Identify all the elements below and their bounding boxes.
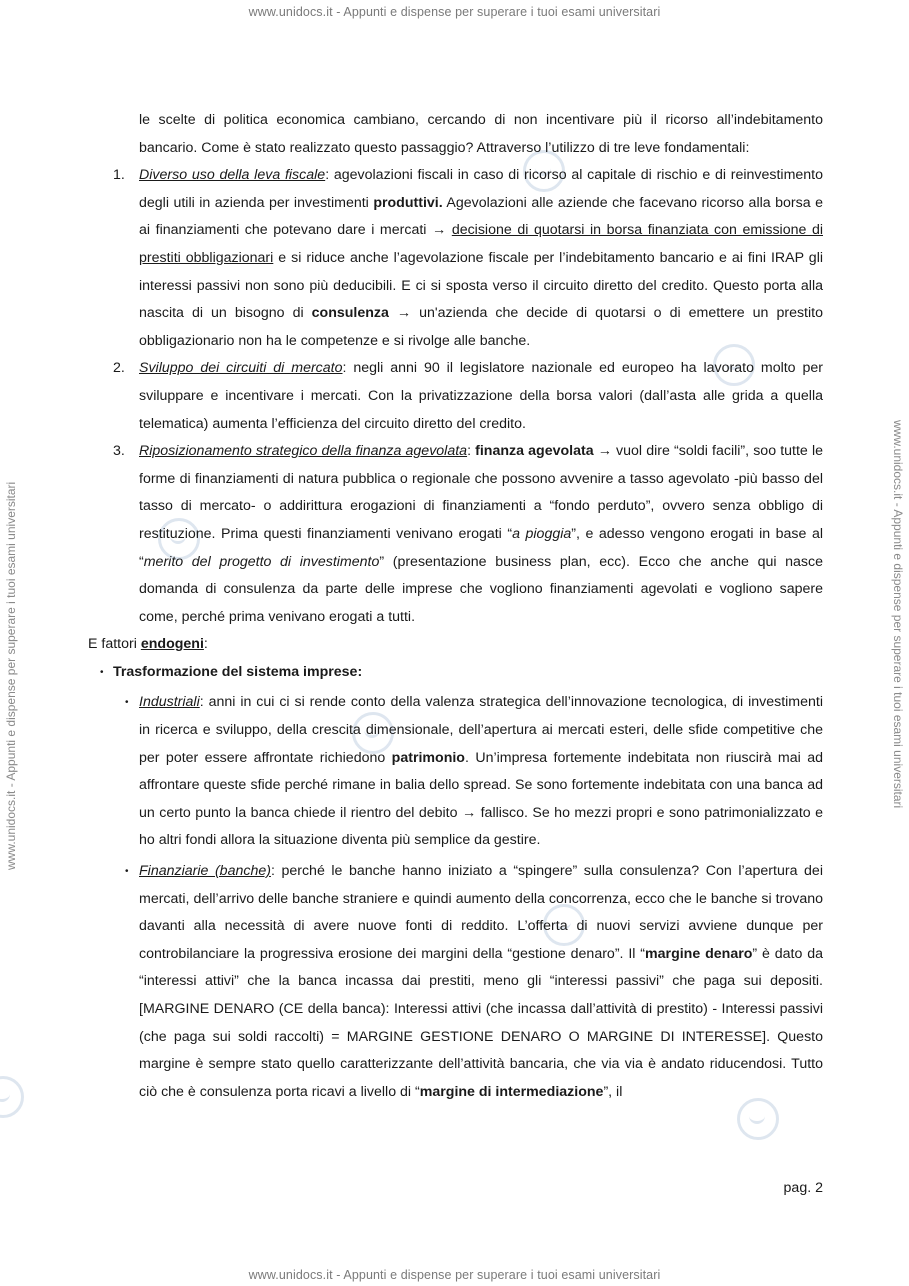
bullet-icon: • (125, 697, 129, 709)
item-number: 1. (113, 167, 125, 184)
item-title: Industriali (139, 694, 200, 711)
list-item (88, 355, 823, 438)
underlined-phrase: decisione di quotarsi in borsa finanziata con emissione di prestiti obbligazionari (139, 222, 823, 266)
item-text: : perché le banche hanno iniziato a “spingere” sulla consulenza? Con l’apertura dei mercati, dell’arrivo delle banche straniere e quindi aumento della concorrenza, ecco che le banche si trovano davanti alla necessità di avere nuove fonti di reddito. L’offerta di nuovi servizi avviene dunque per controbilanciare la progressiva erosione dei margini della “gestione denaro”. Il “ (139, 863, 823, 962)
unidocs-logo-icon (0, 1076, 24, 1118)
section-heading (88, 659, 823, 687)
item-text: → vuol dire “soldi facili”, soo tutte le forme di finanziamenti di natura pubblica o regionale che possono avvenire a tasso agevolato -più basso del tasso di mercato- o addirittura erogazioni di finanziamenti a “fondo perduto”, ovvero senza obbligo di restituzione. Prima questi finanziamenti venivano erogati “ (139, 443, 823, 542)
endogenous-line (88, 631, 823, 659)
section-title: Trasformazione del sistema imprese: (113, 663, 363, 680)
endogenous-suffix: : (203, 636, 208, 653)
list-item (88, 689, 823, 855)
item-text: : (467, 443, 476, 460)
endogenous-prefix: E fattori (88, 636, 141, 653)
page-number: pag. 2 (783, 1180, 823, 1196)
intro-paragraph: le scelte di politica economica cambiano, cercando di non incentivare più il ricorso all’indebitamento bancario. Come è stato realizzato questo passaggio? Attraverso l’utilizzo di tre leve fondamentali: (139, 112, 823, 156)
item-text: ” (presentazione business plan, ecc). Ecco che anche qui nasce domanda di consulenza da parte delle imprese che vogliono finanziamenti agevolati e vogliono sapere come, perché prima venivano erogati a tutti. (139, 553, 823, 625)
list-item (88, 438, 823, 631)
endogenous-word: endogeni (140, 636, 204, 653)
item-text: ” è dato da “interessi attivi” che la banca incassa dai prestiti, meno gli “interessi passivi” che paga sui depositi. [MARGINE DENARO (CE della banca): Interessi attivi (che incassa dall’attività di prestito) - Interessi passivi (che paga sui soldi raccolti) = MARGINE GESTIONE DENARO O MARGINE DI INTERESSE]. Questo margine è sempre stato quello caratterizzante dell’attività bancaria, che via via è andato riducendosi. Tutto ciò che è consulenza porta ricavi a livello di “ (139, 945, 824, 1100)
list-item (88, 162, 823, 355)
italic-term: merito del progetto di investimento (143, 553, 380, 570)
document-body (88, 107, 823, 1106)
item-title: Finanziarie (banche) (139, 863, 271, 880)
item-title: Diverso uso della leva fiscale (139, 167, 326, 184)
bold-term: consulenza (311, 305, 389, 322)
bullet-icon: • (100, 666, 104, 678)
bold-term: produttivi. (373, 194, 443, 211)
item-number: 3. (113, 443, 125, 460)
item-title: Sviluppo dei circuiti di mercato (139, 360, 343, 377)
item-text: : negli anni 90 il legislatore nazionale ed europeo ha lavorato molto per sviluppare e incentivare i mercati. Con la privatizzazione della borsa valori (dall’asta alle grida a quella telematica) aumenta l’efficienza del circuito diretto del credito. (139, 360, 823, 432)
italic-term: a pioggia (512, 525, 572, 542)
header-watermark: www.unidocs.it - Appunti e dispense per superare i tuoi esami universitari (248, 5, 661, 19)
bold-term: patrimonio (391, 749, 465, 766)
item-text: Agevolazioni alle aziende che facevano ricorso alla borsa e ai finanziamenti che potevano dare i mercati → (139, 194, 823, 239)
list-item (88, 858, 823, 1106)
side-watermark-left: www.unidocs.it - Appunti e dispense per superare i tuoi esami universitari (4, 481, 18, 870)
bold-term: margine denaro (645, 945, 753, 962)
bold-term: margine di intermediazione (419, 1083, 604, 1100)
item-text: . Un’impresa fortemente indebitata non riuscirà mai ad affrontare queste sfide perché rimane in balia dello spread. Se sono fortemente indebitata con una banca ad un certo punto la banca chiede il rientro del debito → fallisco. Se ho mezzi propri e sono patrimonializzato e ho altri fondi allora la situazione diventa più semplice da gestire. (139, 749, 823, 849)
item-title: Riposizionamento strategico della finanza agevolata (139, 443, 468, 460)
item-text: e si riduce anche l’agevolazione fiscale per l’indebitamento bancario e ai fini IRAP gli interessi passivi non sono più deducibili. E ci si sposta verso il circuito diretto del credito. Questo porta alla nascita di un bisogno di (139, 249, 823, 322)
item-text: → un'azienda che decide di quotarsi o di emettere un prestito obbligazionario non ha le competenze e si rivolge alle banche. (139, 305, 823, 349)
side-watermark-right: www.unidocs.it - Appunti e dispense per superare i tuoi esami universitari (891, 420, 905, 809)
item-text: : agevolazioni fiscali in caso di ricorso al capitale di rischio e di reinvestimento degli utili in azienda per investimenti (139, 167, 824, 211)
item-text: : anni in cui ci si rende conto della valenza strategica dell’innovazione tecnologica, di investimenti in ricerca e sviluppo, della crescita dimensionale, dell’apertura ai mercati esteri, delle sfide competitive che per poter essere affrontate richiedono (139, 694, 823, 766)
item-text: ”, e adesso vengono erogati in base al “ (139, 525, 823, 570)
levers-list (88, 162, 823, 631)
item-number: 2. (113, 360, 125, 377)
item-text: ”, il (603, 1083, 623, 1100)
bullet-icon: • (125, 866, 129, 878)
bold-term: finanza agevolata (475, 443, 594, 460)
footer-watermark: www.unidocs.it - Appunti e dispense per superare i tuoi esami universitari (248, 1268, 661, 1282)
